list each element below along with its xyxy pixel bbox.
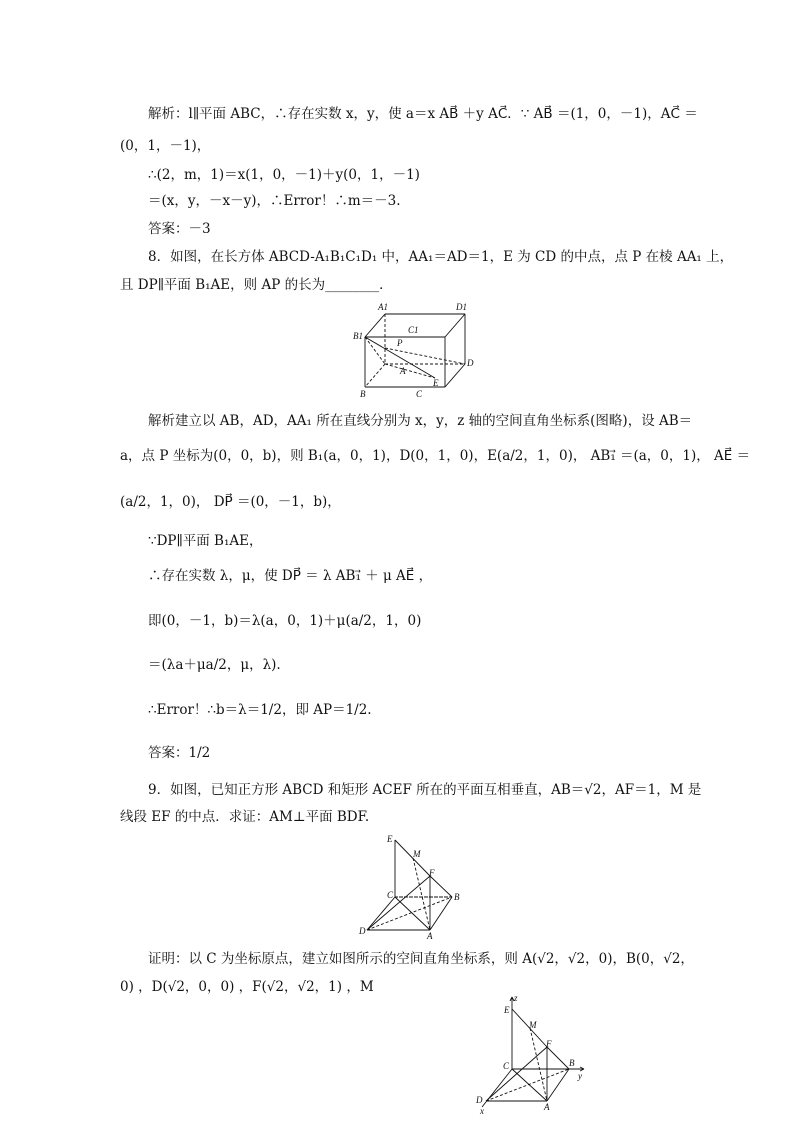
text-line-12: ∴存在实数 λ，μ，使 DP⃗ ＝ λ AB₁⃗ ＋ μ AE⃗ ， (148, 568, 433, 584)
label-b1: B1 (353, 331, 363, 341)
label-e: E (387, 834, 393, 844)
label-f: F (429, 868, 435, 878)
label-a: A (400, 366, 406, 376)
label-e: E (504, 1005, 510, 1015)
text-line-8: 解析建立以 AB，AD，AA₁ 所在直线分别为 x，y，z 轴的空间直角坐标系(图略)，设 AB＝ (148, 413, 693, 429)
text-line-14: ＝(λa＋μa/2，μ，λ). (148, 657, 281, 673)
text-line-13: 即(0，－1，b)＝λ(a，0，1)＋μ(a/2，1，0) (148, 613, 422, 629)
text-line-10: (a/2，1，0)， DP⃗ ＝(0，－1，b)， (120, 494, 341, 510)
text-line-6: 8．如图，在长方体 ABCD-A₁B₁C₁D₁ 中，AA₁＝AD＝1，E 为 CD 的中点，点 P 在棱 AA₁ 上， (148, 249, 734, 265)
label-a1: A1 (378, 302, 388, 312)
label-d: D (476, 1095, 483, 1105)
text-line-4: ＝(x，y，－x－y)，∴Error！∴m＝－3. (148, 193, 401, 209)
label-d: D (467, 358, 474, 368)
text-line-11: ∵DP∥平面 B₁AE， (148, 533, 263, 549)
text-line-2: (0，1，－1)， (120, 138, 211, 154)
text-line-5: 答案：－3 (148, 221, 211, 237)
label-d1: D1 (456, 302, 467, 312)
label-c1: C1 (408, 325, 419, 335)
text-line-16: 答案：1/2 (148, 745, 211, 761)
label-p: P (397, 338, 403, 348)
label-f: F (546, 1039, 552, 1049)
text-line-9: a，点 P 坐标为(0，0，b)，则 B₁(a，0，1)，D(0，1，0)，E(a/2，1，0)， AB₁⃗ ＝(a，0，1)， AE⃗ ＝ (120, 448, 751, 464)
text-line-3: ∴(2，m，1)＝x(1，0，－1)＋y(0，1，－1) (148, 167, 420, 183)
label-c: C (503, 1061, 510, 1071)
label-c: C (387, 890, 394, 900)
label-m: M (529, 1020, 537, 1030)
text-line-20: 0) ，D(√2，0，0) ，F(√2，√2，1) ，M (120, 979, 374, 995)
text-line-15: ∴Error！∴b＝λ＝1/2，即 AP＝1/2. (148, 702, 372, 718)
label-m: M (413, 849, 421, 859)
label-e: E (433, 378, 439, 388)
label-b: B (569, 1058, 575, 1068)
label-d: D (359, 926, 366, 936)
square-rectangle-figure (355, 830, 475, 940)
text-line-1: 解析：l∥平面 ABC，∴存在实数 x，y，使 a＝x AB⃗ ＋y AC⃗．∵ AB⃗ ＝(1，0，－1)，AC⃗ ＝ (148, 106, 698, 122)
text-line-7: 且 DP∥平面 B₁AE，则 AP 的长为________． (120, 277, 393, 293)
label-c: C (416, 389, 423, 399)
axes-figure (472, 995, 592, 1115)
text-line-19: 证明：以 C 为坐标原点，建立如图所示的空间直角坐标系，则 A(√2，√2，0)，B(0，√2， (148, 951, 694, 967)
label-a: A (427, 931, 433, 940)
label-x: x (480, 1106, 484, 1115)
label-b: B (454, 892, 460, 902)
label-b: B (360, 389, 366, 399)
label-y: y (578, 1071, 582, 1081)
label-a: A (544, 1102, 550, 1112)
text-line-17: 9．如图，已知正方形 ABCD 和矩形 ACEF 所在的平面互相垂直，AB＝√2，AF＝1，M 是 (148, 782, 702, 798)
label-z: z (514, 995, 518, 1003)
text-line-18: 线段 EF 的中点．求证：AM⊥平面 BDF. (120, 809, 370, 825)
cuboid-figure (350, 300, 480, 400)
